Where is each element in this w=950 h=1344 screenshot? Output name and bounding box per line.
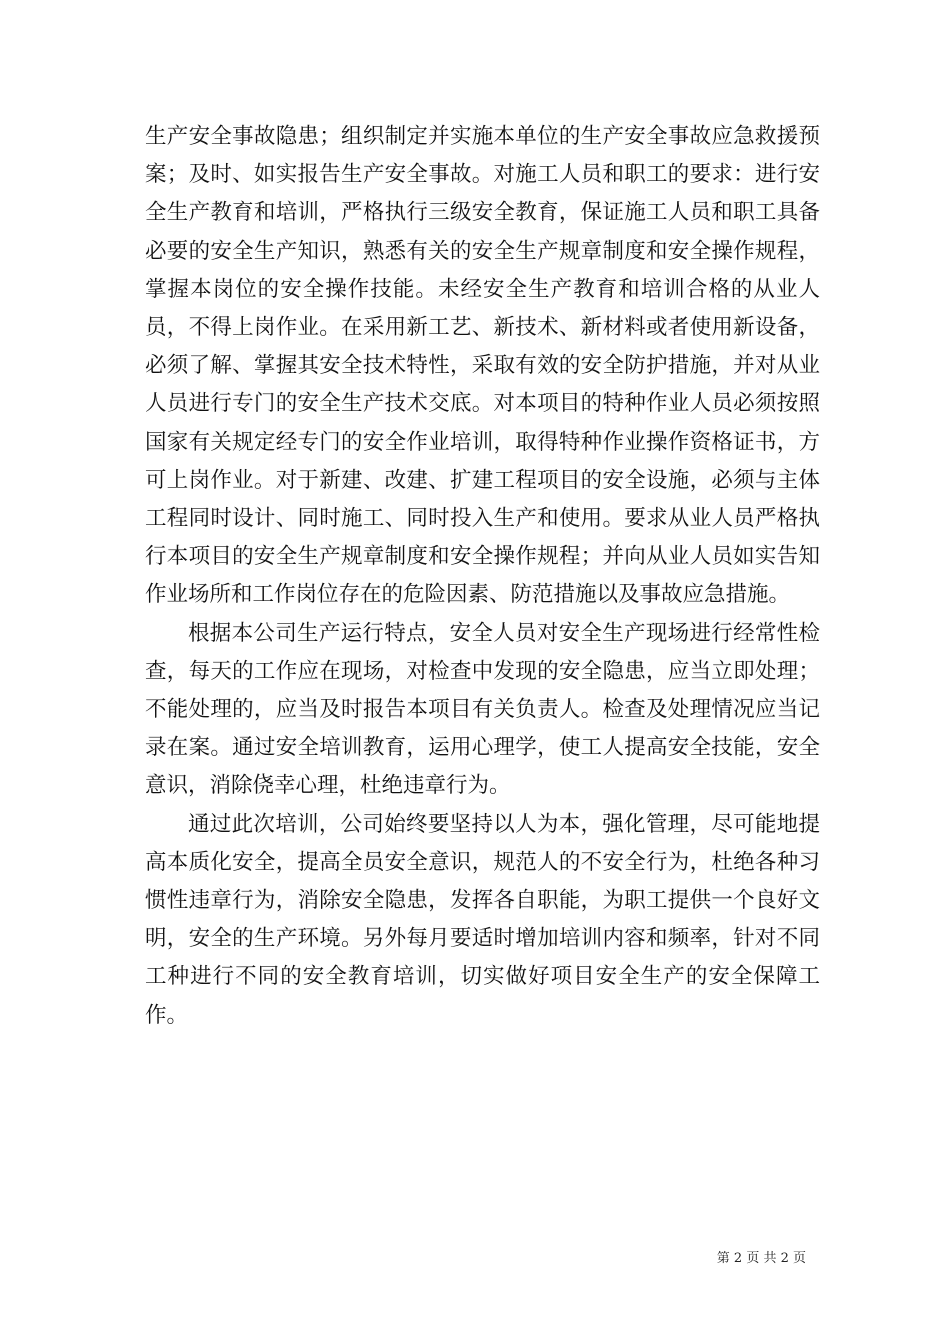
paragraph-3: 通过此次培训，公司始终要坚持以人为本，强化管理，尽可能地提高本质化安全，提高全员安全意识，规范人的不安全行为，杜绝各种习惯性违章行为，消除安全隐患，发挥各自职能，为职工提供一个良好文明，安全的生产环境。另外每月要适时增加培训内容和频率，针对不同工种进行不同的安全教育培训，切实做好项目安全生产的安全保障工作。 [145, 811, 820, 1028]
paragraph-2: 根据本公司生产运行特点，安全人员对安全生产现场进行经常性检查，每天的工作应在现场，对检查中发现的安全隐患，应当立即处理；不能处理的，应当及时报告本项目有关负责人。检查及处理情况应当记录在案。通过安全培训教育，运用心理学，使工人提高安全技能，安全意识，消除侥幸心理，杜绝违章行为。 [145, 620, 820, 799]
paragraph-1: 生产安全事故隐患；组织制定并实施本单位的生产安全事故应急救援预案；及时、如实报告生产安全事故。对施工人员和职工的要求：进行安全生产教育和培训，严格执行三级安全教育，保证施工人员和职工具备必要的安全生产知识，熟悉有关的安全生产规章制度和安全操作规程，掌握本岗位的安全操作技能。未经安全生产教育和培训合格的从业人员，不得上岗作业。在采用新工艺、新技术、新材料或者使用新设备，必须了解、掌握其安全技术特性，采取有效的安全防护措施，并对从业人员进行专门的安全生产技术交底。对本项目的特种作业人员必须按照国家有关规定经专门的安全作业培训，取得特种作业操作资格证书，方可上岗作业。对于新建、改建、扩建工程项目的安全设施，必须与主体工程同时设计、同时施工、同时投入生产和使用。要求从业人员严格执行本项目的安全生产规章制度和安全操作规程；并向从业人员如实告知作业场所和工作岗位存在的危险因素、防范措施以及事故应急措施。 [145, 124, 820, 608]
document-body [145, 118, 820, 1035]
page-number-footer: 第 2 页 共 2 页 [716, 1251, 806, 1266]
